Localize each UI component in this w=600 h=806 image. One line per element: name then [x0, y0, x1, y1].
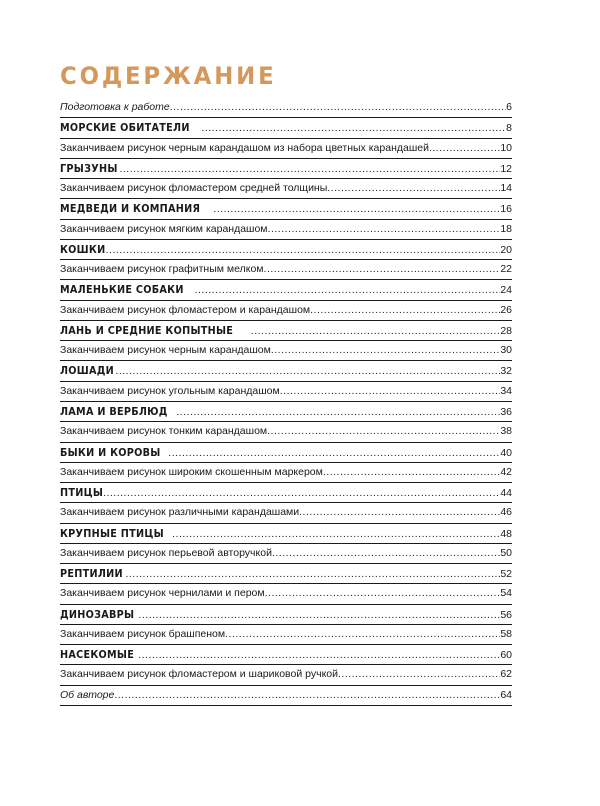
page-title: СОДЕРЖАНИЕ [60, 62, 277, 90]
toc-subsection-row[interactable] [60, 382, 512, 402]
toc-entry-title: Заканчиваем рисунок перьевой авторучкой [60, 546, 272, 559]
toc-entry-title: Подготовка к работе [60, 101, 170, 113]
toc-chapter-row[interactable] [60, 361, 512, 381]
toc-subsection-row[interactable] [60, 220, 512, 240]
toc-entry-title: Заканчиваем рисунок угольным карандашом [60, 384, 280, 397]
toc-subsection-row[interactable] [60, 341, 512, 361]
toc-entry-title: НАСЕКОМЫЕ [60, 648, 135, 662]
dot-leader [168, 444, 500, 463]
toc-subsection-row[interactable] [60, 544, 512, 564]
toc-page-number: 12 [500, 162, 512, 175]
toc-chapter-row[interactable] [60, 443, 512, 463]
toc-page-number: 6 [506, 101, 512, 113]
toc-subsection-row[interactable] [60, 463, 512, 483]
toc-chapter-row[interactable] [60, 605, 512, 625]
toc-subsection-row[interactable] [60, 503, 512, 523]
dot-leader [201, 119, 506, 138]
toc-page-number: 64 [500, 688, 512, 701]
toc-chapter-row[interactable] [60, 483, 512, 503]
toc-subsection-row[interactable] [60, 665, 512, 685]
toc-page-number: 18 [500, 222, 512, 235]
dot-leader [310, 301, 500, 320]
toc-subsection-row[interactable] [60, 260, 512, 280]
dot-leader [225, 625, 500, 644]
dot-leader [265, 584, 501, 603]
toc-entry-title: Заканчиваем рисунок фломастером средней толщины [60, 182, 328, 195]
toc-entry-title: БЫКИ И КОРОВЫ [60, 445, 161, 459]
toc-page-number: 26 [500, 303, 512, 316]
dot-leader [272, 544, 500, 563]
toc-page-number: 56 [500, 608, 512, 621]
dot-leader [195, 281, 501, 300]
toc-chapter-row[interactable] [60, 402, 512, 422]
toc-chapter-row[interactable] [60, 564, 512, 584]
toc-page-number: 60 [500, 649, 512, 662]
toc-page-number: 36 [500, 405, 512, 418]
toc-page-number: 16 [500, 203, 512, 216]
toc-chapter-row[interactable] [60, 240, 512, 260]
toc-page-number: 58 [500, 627, 512, 640]
toc-page-number: 28 [500, 324, 512, 337]
toc-page-number: 50 [500, 546, 512, 559]
toc-page-number: 24 [500, 284, 512, 297]
dot-leader [125, 565, 500, 584]
dot-leader [106, 241, 501, 260]
toc-aux-row[interactable] [60, 98, 512, 118]
toc-chapter-row[interactable] [60, 199, 512, 219]
toc-page-number: 48 [500, 527, 512, 540]
dot-leader [251, 322, 501, 341]
dot-leader [138, 606, 500, 625]
toc-entry-title: ГРЫЗУНЫ [60, 161, 118, 175]
toc-entry-title: Заканчиваем рисунок брашпеном [60, 627, 226, 640]
toc-page-number: 22 [500, 263, 512, 276]
toc-page-number: 20 [500, 243, 512, 256]
toc-subsection-row[interactable] [60, 422, 512, 442]
dot-leader [429, 139, 500, 158]
dot-leader [323, 463, 500, 482]
toc-page-number: 34 [500, 384, 512, 397]
dot-leader [114, 686, 500, 705]
toc-aux-row[interactable] [60, 686, 512, 706]
toc-entry-title: Заканчиваем рисунок различными карандашами [60, 506, 300, 519]
toc-page-number: 40 [500, 446, 512, 459]
toc-page-number: 30 [500, 344, 512, 357]
dot-leader [327, 179, 500, 198]
toc-page-number: 14 [500, 182, 512, 195]
toc-chapter-row[interactable] [60, 645, 512, 665]
toc-entry-title: Заканчиваем рисунок графитным мелком [60, 263, 264, 276]
toc-chapter-row[interactable] [60, 524, 512, 544]
toc-chapter-row[interactable] [60, 321, 512, 341]
toc-entry-title: МОРСКИЕ ОБИТАТЕЛИ [60, 121, 190, 135]
toc-entry-title: Заканчиваем рисунок чернилами и пером [60, 587, 265, 600]
dot-leader [213, 200, 500, 219]
toc-subsection-row[interactable] [60, 179, 512, 199]
toc-entry-title: ДИНОЗАВРЫ [60, 607, 135, 621]
toc-entry-title: Заканчиваем рисунок фломастером и карандашом [60, 303, 311, 316]
dot-leader [119, 160, 500, 179]
dot-leader [264, 260, 501, 279]
toc-entry-title: ПТИЦЫ [60, 486, 104, 500]
toc-page-number: 52 [500, 568, 512, 581]
toc-page-number: 42 [500, 465, 512, 478]
toc-chapter-row[interactable] [60, 118, 512, 138]
toc-page-number: 8 [506, 122, 512, 135]
toc-page-number: 54 [500, 587, 512, 600]
toc-subsection-row[interactable] [60, 625, 512, 645]
toc-entry-title: Заканчиваем рисунок широким скошенным маркером [60, 465, 323, 478]
dot-leader [338, 665, 500, 684]
dot-leader [268, 220, 501, 239]
toc-chapter-row[interactable] [60, 280, 512, 300]
toc-entry-title: КРУПНЫЕ ПТИЦЫ [60, 526, 164, 540]
toc-entry-title: Заканчиваем рисунок мягким карандашом [60, 222, 268, 235]
toc-page-number: 38 [500, 425, 512, 438]
dot-leader [138, 646, 500, 665]
dot-leader [176, 403, 500, 422]
toc-chapter-row[interactable] [60, 159, 512, 179]
toc-entry-title: Об авторе [60, 688, 115, 701]
toc-entry-title: ЛОШАДИ [60, 364, 115, 378]
toc-entry-title: РЕПТИЛИИ [60, 567, 123, 581]
toc-subsection-row[interactable] [60, 139, 512, 159]
toc-page-number: 46 [500, 506, 512, 519]
toc-entry-title: ЛАНЬ И СРЕДНИЕ КОПЫТНЫЕ [60, 323, 234, 337]
toc-entry-title: КОШКИ [60, 242, 106, 256]
dot-leader [280, 382, 501, 401]
table-of-contents [60, 98, 512, 706]
dot-leader [299, 503, 500, 522]
toc-subsection-row[interactable] [60, 301, 512, 321]
toc-page-number: 44 [500, 487, 512, 500]
toc-page-number: 10 [500, 141, 512, 154]
dot-leader [267, 422, 500, 441]
toc-entry-title: ЛАМА И ВЕРБЛЮД [60, 404, 168, 418]
dot-leader [271, 341, 500, 360]
toc-entry-title: Заканчиваем рисунок черным карандашом из набора цветных карандашей [60, 141, 429, 154]
toc-entry-title: МАЛЕНЬКИЕ СОБАКИ [60, 283, 184, 297]
toc-entry-title: Заканчиваем рисунок черным карандашом [60, 344, 271, 357]
toc-entry-title: МЕДВЕДИ И КОМПАНИЯ [60, 202, 201, 216]
toc-entry-title: Заканчиваем рисунок фломастером и шариковой ручкой [60, 668, 338, 681]
dot-leader [172, 525, 500, 544]
dot-leader [170, 98, 506, 117]
dot-leader [115, 362, 500, 381]
toc-page-number: 62 [500, 668, 512, 681]
toc-subsection-row[interactable] [60, 584, 512, 604]
dot-leader [103, 484, 500, 503]
toc-entry-title: Заканчиваем рисунок тонким карандашом [60, 425, 268, 438]
toc-page-number: 32 [500, 365, 512, 378]
